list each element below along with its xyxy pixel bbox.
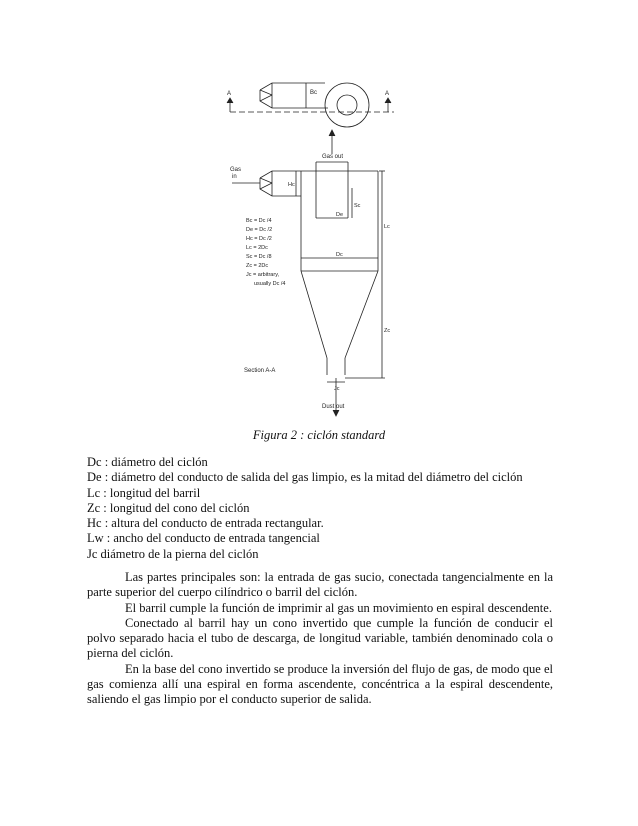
paragraph: Conectado al barril hay un cono invertido que cumple la función de conducir el polvo separado hacia el tubo de descarga, de longitud variable, también denominado cola o pierna del ciclón.	[87, 615, 553, 661]
section-a-right-label: A	[385, 91, 390, 97]
formula-item: Jc = arbitrary,	[246, 272, 280, 278]
gas-in-label-2: in	[232, 174, 237, 180]
side-view-inlet	[260, 171, 301, 196]
paragraph: El barril cumple la función de imprimir al gas un movimiento en espiral descendente.	[125, 600, 552, 615]
formula-item: usually Dc /4	[254, 281, 286, 287]
figure-caption: Figura 2 : ciclón standard	[252, 428, 386, 442]
bc-label: Bc	[310, 90, 318, 96]
dust-out-label: Dust out	[322, 404, 345, 410]
paragraph: En la base del cono invertido se produce la inversión del flujo de gas, de modo que el gas comienza allí una espiral en forma ascendente, concéntrica a la espiral descendente, saliendo el gas limpio por el conducto superior de salida.	[87, 661, 553, 707]
leg	[327, 358, 345, 375]
gas-out-arrowhead	[329, 130, 335, 136]
formula-item: Lc = 2Dc	[246, 245, 268, 251]
section-label: Section A-A	[244, 368, 276, 374]
definition-item: Jc diámetro de la pierna del ciclón	[87, 546, 259, 561]
top-view	[227, 83, 394, 127]
formula-list	[246, 218, 286, 287]
definition-item: Zc : longitud del cono del ciclón	[87, 500, 250, 515]
top-view-inlet-duct	[260, 83, 328, 108]
definition-item: De : diámetro del conducto de salida del gas limpio, es la mitad del diámetro del ciclón	[87, 470, 523, 485]
de-label: De	[336, 212, 344, 218]
definition-item: Dc : diámetro del ciclón	[87, 455, 208, 469]
body-text	[87, 570, 553, 708]
hc-label: Hc	[288, 182, 295, 188]
gas-in-label: Gas	[230, 167, 242, 173]
cone	[301, 271, 378, 358]
section-a-left-label: A	[227, 91, 232, 97]
section-arrowhead-right	[385, 98, 391, 103]
top-view-outer-circle	[325, 83, 369, 127]
dust-out-arrowhead	[333, 410, 339, 416]
outlet-tube	[316, 162, 348, 218]
zc-label: Zc	[384, 328, 391, 334]
definition-item: Lw : ancho del conducto de entrada tangencial	[87, 531, 320, 546]
formula-item: De = Dc /2	[246, 227, 273, 233]
definition-item: Lc : longitud del barril	[87, 485, 201, 500]
definitions-list	[87, 455, 523, 562]
section-arrowhead-left	[227, 98, 233, 103]
side-view	[230, 162, 390, 416]
formula-item: Zc = 2Dc	[246, 263, 269, 269]
formula-item: Sc = Dc /8	[246, 254, 272, 260]
jc-label: Jc	[334, 386, 340, 392]
formula-item: Hc = Dc /2	[246, 236, 272, 242]
gas-out-label: Gas out	[322, 154, 344, 160]
sc-label: Sc	[354, 203, 361, 209]
dc-label: Dc	[336, 252, 343, 258]
lc-label: Lc	[384, 224, 390, 230]
formula-item: Bc = Dc /4	[246, 218, 272, 224]
definition-item: Hc : altura del conducto de entrada rectangular.	[87, 516, 324, 531]
paragraph: Las partes principales son: la entrada de gas sucio, conectada tangencialmente en la parte superior del cuerpo cilíndrico o barril del ciclón.	[87, 570, 553, 600]
cyclone-diagram	[224, 78, 408, 422]
